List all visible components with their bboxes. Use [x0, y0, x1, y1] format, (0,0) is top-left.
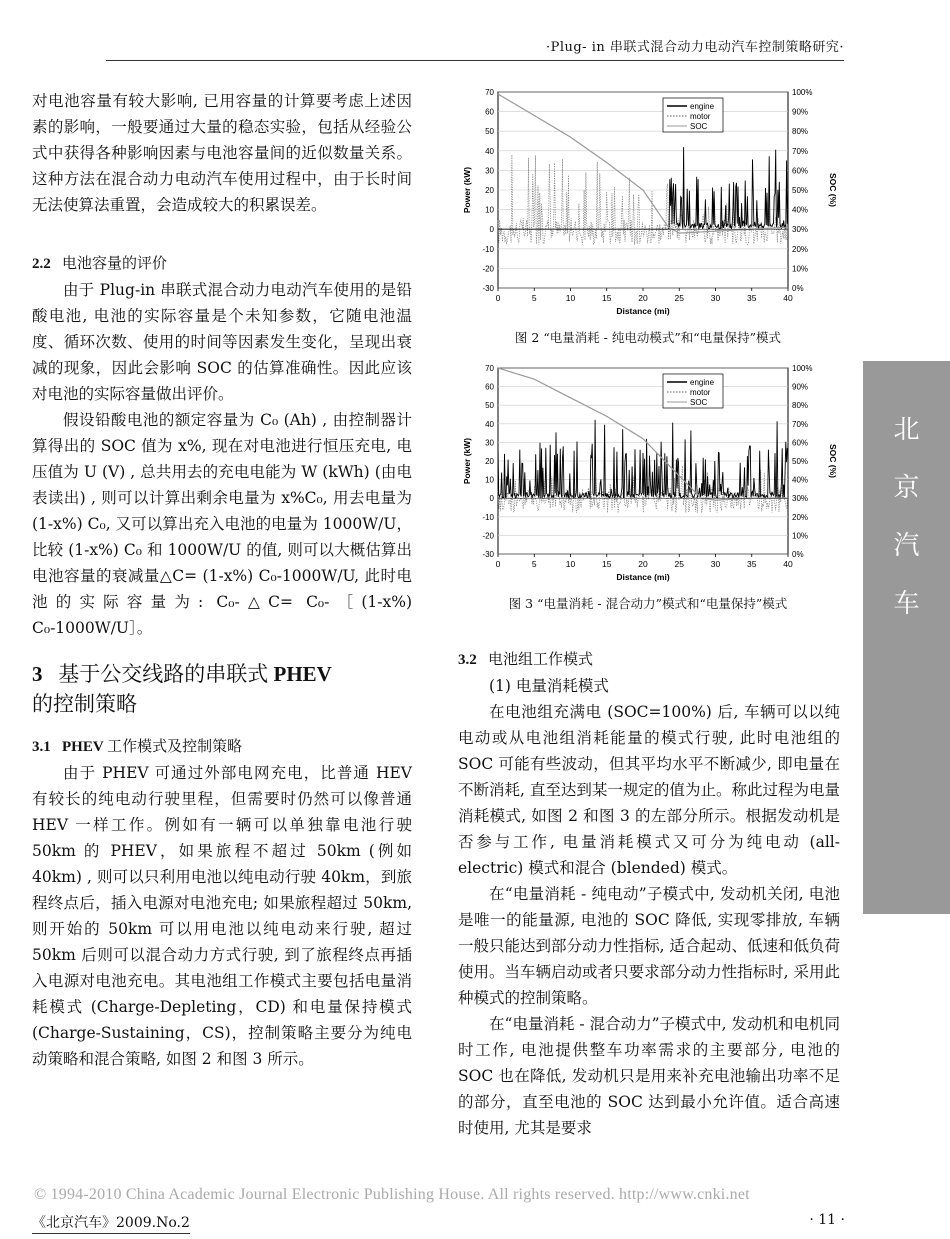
- legend-label: SOC: [690, 398, 708, 407]
- y-tick-label: 70: [485, 364, 494, 373]
- x-tick-label: 20: [638, 559, 648, 569]
- journal-sidebar: [863, 361, 950, 914]
- y-tick-label: 20: [485, 186, 494, 195]
- y-tick-label: 0: [489, 225, 494, 235]
- figure-3-chart: [458, 360, 838, 590]
- figure-3-caption: 图 3 “电量消耗 - 混合动力”模式和“电量保持”模式: [508, 596, 788, 611]
- y2-tick-label: 30%: [792, 494, 809, 504]
- copyright-notice: © 1994-2010 China Academic Journal Electronic Publishing House. All rights reserved. http://www.cnki.net: [34, 1186, 750, 1203]
- y2-tick-label: 10%: [792, 264, 809, 274]
- y-axis-label: Power (kW): [462, 166, 472, 214]
- x-tick-label: 15: [602, 559, 612, 569]
- paragraph-r2: 在“电量消耗 - 纯电动”子模式中, 发动机关闭, 电池是唯一的能量源, 电池的 SOC 降低, 实现零排放, 车辆一般只能达到部分动力性指标, 适合起动、低速和低负荷使用。当车辆启动或者只要求部分动力性指标时, 采用此种模式的控制策略。: [458, 885, 840, 1007]
- legend-label: SOC: [690, 122, 708, 131]
- x-tick-label: 10: [565, 293, 576, 303]
- y-axis-label: Power (kW): [462, 437, 472, 485]
- section-3-heading: [32, 659, 412, 719]
- y-tick-label: 30: [485, 166, 494, 176]
- paragraph-r3: 在“电量消耗 - 混合动力”子模式中, 发动机和电机同时工作, 电池提供整车功率需求的主要部分, 电池的 SOC 也在降低, 发动机只是用来补充电池输出功率不足的部分，直至电池的 SOC 达到最小允许值。适合高速时使用, 尤其是要求: [458, 1015, 840, 1137]
- x-axis-label: Distance (mi): [616, 572, 670, 582]
- y-tick-label: 70: [485, 88, 494, 97]
- y-tick-label: -10: [482, 512, 494, 522]
- y2-tick-label: 60%: [792, 438, 809, 448]
- x-tick-label: 20: [638, 293, 648, 303]
- y2-tick-label: 60%: [792, 166, 809, 176]
- section-title: 电池组工作模式: [488, 650, 594, 668]
- y-tick-label: 50: [485, 127, 494, 137]
- x-tick-label: 30: [710, 559, 721, 569]
- running-title: ·Plug- in 串联式混合动力电动汽车控制策略研究·: [545, 40, 844, 55]
- x-tick-label: 40: [783, 559, 793, 569]
- subheading-1: (1) 电量消耗模式: [489, 677, 609, 695]
- y-tick-label: 10: [485, 205, 494, 215]
- figure-2-chart: [458, 84, 838, 324]
- legend-label: engine: [690, 378, 715, 387]
- paragraph-3: 假设铅酸电池的额定容量为 C₀ (Ah) , 由控制器计算得出的 SOC 值为 x%, 现在对电池进行恒压充电, 电压值为 U (V) , 总共用去的充电电能为 W (kWh) (由电表读出) , 则可以计算出剩余电量为 x%C₀, 用去电量为 (1-x%) C₀, 又可以算出充入电池的电量为 1000W/U，比较 (1-x%) C₀ 和 1000W/U 的值, 则可以大概估算出电池容量的衰减量△C= (1-x%) C₀-1000W/U, 此时电池的实际容量为: C₀-△C= C₀-［(1-x%) C₀-1000W/U］。: [32, 411, 412, 637]
- x-tick-label: 40: [783, 293, 793, 303]
- y2-tick-label: 70%: [792, 146, 809, 156]
- sidebar-char: 汽: [893, 531, 920, 561]
- y-tick-label: -20: [482, 531, 494, 541]
- x-tick-label: 15: [602, 293, 612, 303]
- section-3-1-heading: [32, 733, 412, 760]
- sidebar-char: 北: [893, 415, 920, 445]
- y2-tick-label: 90%: [792, 382, 809, 392]
- y2-tick-label: 80%: [792, 401, 809, 411]
- left-column: [32, 88, 412, 1072]
- x-tick-label: 5: [531, 293, 537, 303]
- y-tick-label: -30: [482, 284, 494, 293]
- y2-tick-label: 70%: [792, 419, 809, 429]
- right-column: [458, 646, 840, 1141]
- y2-tick-label: 0%: [792, 550, 804, 559]
- y2-tick-label: 100%: [792, 88, 813, 97]
- section-number: 3.1: [32, 739, 51, 755]
- x-tick-label: 0: [495, 293, 501, 303]
- legend-label: engine: [690, 102, 715, 111]
- paragraph-4: 由于 PHEV 可通过外部电网充电，比普通 HEV 有较长的纯电动行驶里程，但需要时仍然可以像普通 HEV 一样工作。例如有一辆可以单独靠电池行驶 50km 的 PHEV，如果旅程不超过 50km (例如 40km) , 则可以只利用电池以纯电动行驶 40km，到旅程终点后，插入电源对电池充电; 如果旅程超过 50km, 则开始的 50km 可以用电池以纯电动来行驶, 超过 50km 后则可以混合动力方式行驶, 到了旅程终点再插入电源对电池充电。其电池组工作模式主要包括电量消耗模式 (Charge-Depleting，CD) 和电量保持模式 (Charge-Sustaining，CS)，控制策略主要分为纯电动策略和混合策略, 如图 2 和图 3 所示。: [32, 764, 412, 1068]
- legend-label: motor: [690, 112, 711, 121]
- section-title: 工作模式及控制策略: [107, 737, 243, 755]
- section-title-part: PHEV: [273, 662, 332, 686]
- paragraph-r1: 在电池组充满电 (SOC=100%) 后, 车辆可以以纯电动或从电池组消耗能量的模式行驶, 此时电池组的 SOC 可能有些波动，但其平均水平不断减少, 即电量在不断消耗, 直至达到某一规定的值为止。称此过程为电量消耗模式, 如图 2 和图 3 的左部分所示。根据发动机是否参与工作, 电量消耗模式又可分为纯电动 (all-electric) 模式和混合 (blended) 模式。: [458, 703, 840, 877]
- x-tick-label: 25: [674, 293, 684, 303]
- section-number: 2.2: [32, 256, 51, 272]
- y2-tick-label: 20%: [792, 512, 809, 522]
- section-title-part: 的控制策略: [32, 692, 137, 716]
- y-tick-label: -30: [482, 550, 494, 559]
- y2-tick-label: 40%: [792, 475, 809, 485]
- x-tick-label: 35: [747, 293, 757, 303]
- y2-tick-label: 100%: [792, 364, 813, 373]
- sidebar-text: [863, 401, 950, 633]
- sidebar-char: 京: [893, 473, 920, 503]
- page-number: · 11 ·: [809, 1212, 845, 1228]
- y2-tick-label: 80%: [792, 127, 809, 137]
- section-title-part: 基于公交线路的串联式: [58, 662, 269, 686]
- journal-issue: 《北京汽车》2009.No.2: [32, 1212, 190, 1234]
- y-tick-label: 40: [485, 419, 494, 429]
- legend-label: motor: [690, 388, 711, 397]
- header-rule: [106, 60, 844, 61]
- y-tick-label: 50: [485, 401, 494, 411]
- y2-axis-label: SOC (%): [828, 173, 838, 207]
- x-tick-label: 0: [495, 559, 501, 569]
- section-title-part: PHEV: [62, 739, 104, 755]
- section-3-2-heading: [458, 646, 840, 673]
- y2-tick-label: 90%: [792, 107, 809, 117]
- paragraph-2: 由于 Plug-in 串联式混合动力电动汽车使用的是铅酸电池, 电池的实际容量是个未知参数，它随电池温度、循环次数、使用的时间等因素发生变化，呈现出衰减的现象，因此会影响 SOC 的估算准确性。因此应该对电池的实际容量做出评价。: [32, 281, 412, 403]
- y2-tick-label: 40%: [792, 205, 809, 215]
- y-tick-label: -20: [482, 264, 494, 274]
- x-axis-label: Distance (mi): [616, 306, 670, 316]
- y2-axis-label: SOC (%): [828, 444, 838, 478]
- paragraph-1: 对电池容量有较大影响, 已用容量的计算要考虑上述因素的影响，一般要通过大量的稳态实验，包括从经验公式中获得各种影响因素与电池容量间的近似数量关系。这种方法在混合动力电动汽车使用过程中，由于长时间无法使算法重置，会造成较大的积累误差。: [32, 92, 412, 214]
- x-tick-label: 25: [674, 559, 684, 569]
- y-tick-label: 20: [485, 457, 494, 466]
- x-tick-label: 5: [531, 559, 537, 569]
- y2-tick-label: 0%: [792, 284, 804, 293]
- y-tick-label: 0: [489, 494, 494, 504]
- y-tick-label: 60: [485, 382, 494, 392]
- y-tick-label: 60: [485, 107, 494, 117]
- y2-tick-label: 30%: [792, 225, 809, 235]
- y-tick-label: 10: [485, 475, 494, 485]
- y2-tick-label: 10%: [792, 531, 809, 541]
- sidebar-char: 车: [893, 589, 920, 619]
- x-tick-label: 10: [565, 559, 576, 569]
- section-number: 3.2: [458, 652, 477, 668]
- y2-tick-label: 50%: [792, 457, 809, 466]
- y-tick-label: 40: [485, 146, 494, 156]
- y-tick-label: 30: [485, 438, 494, 448]
- y2-tick-label: 20%: [792, 244, 809, 254]
- y2-tick-label: 50%: [792, 186, 809, 195]
- x-tick-label: 30: [710, 293, 721, 303]
- section-number: 3: [32, 662, 43, 686]
- section-title: 电池容量的评价: [62, 254, 168, 272]
- figure-2-caption: 图 2 “电量消耗 - 纯电动模式”和“电量保持”模式: [514, 330, 782, 345]
- y-tick-label: -10: [482, 244, 494, 254]
- section-2-2-heading: [32, 250, 412, 277]
- x-tick-label: 35: [747, 559, 757, 569]
